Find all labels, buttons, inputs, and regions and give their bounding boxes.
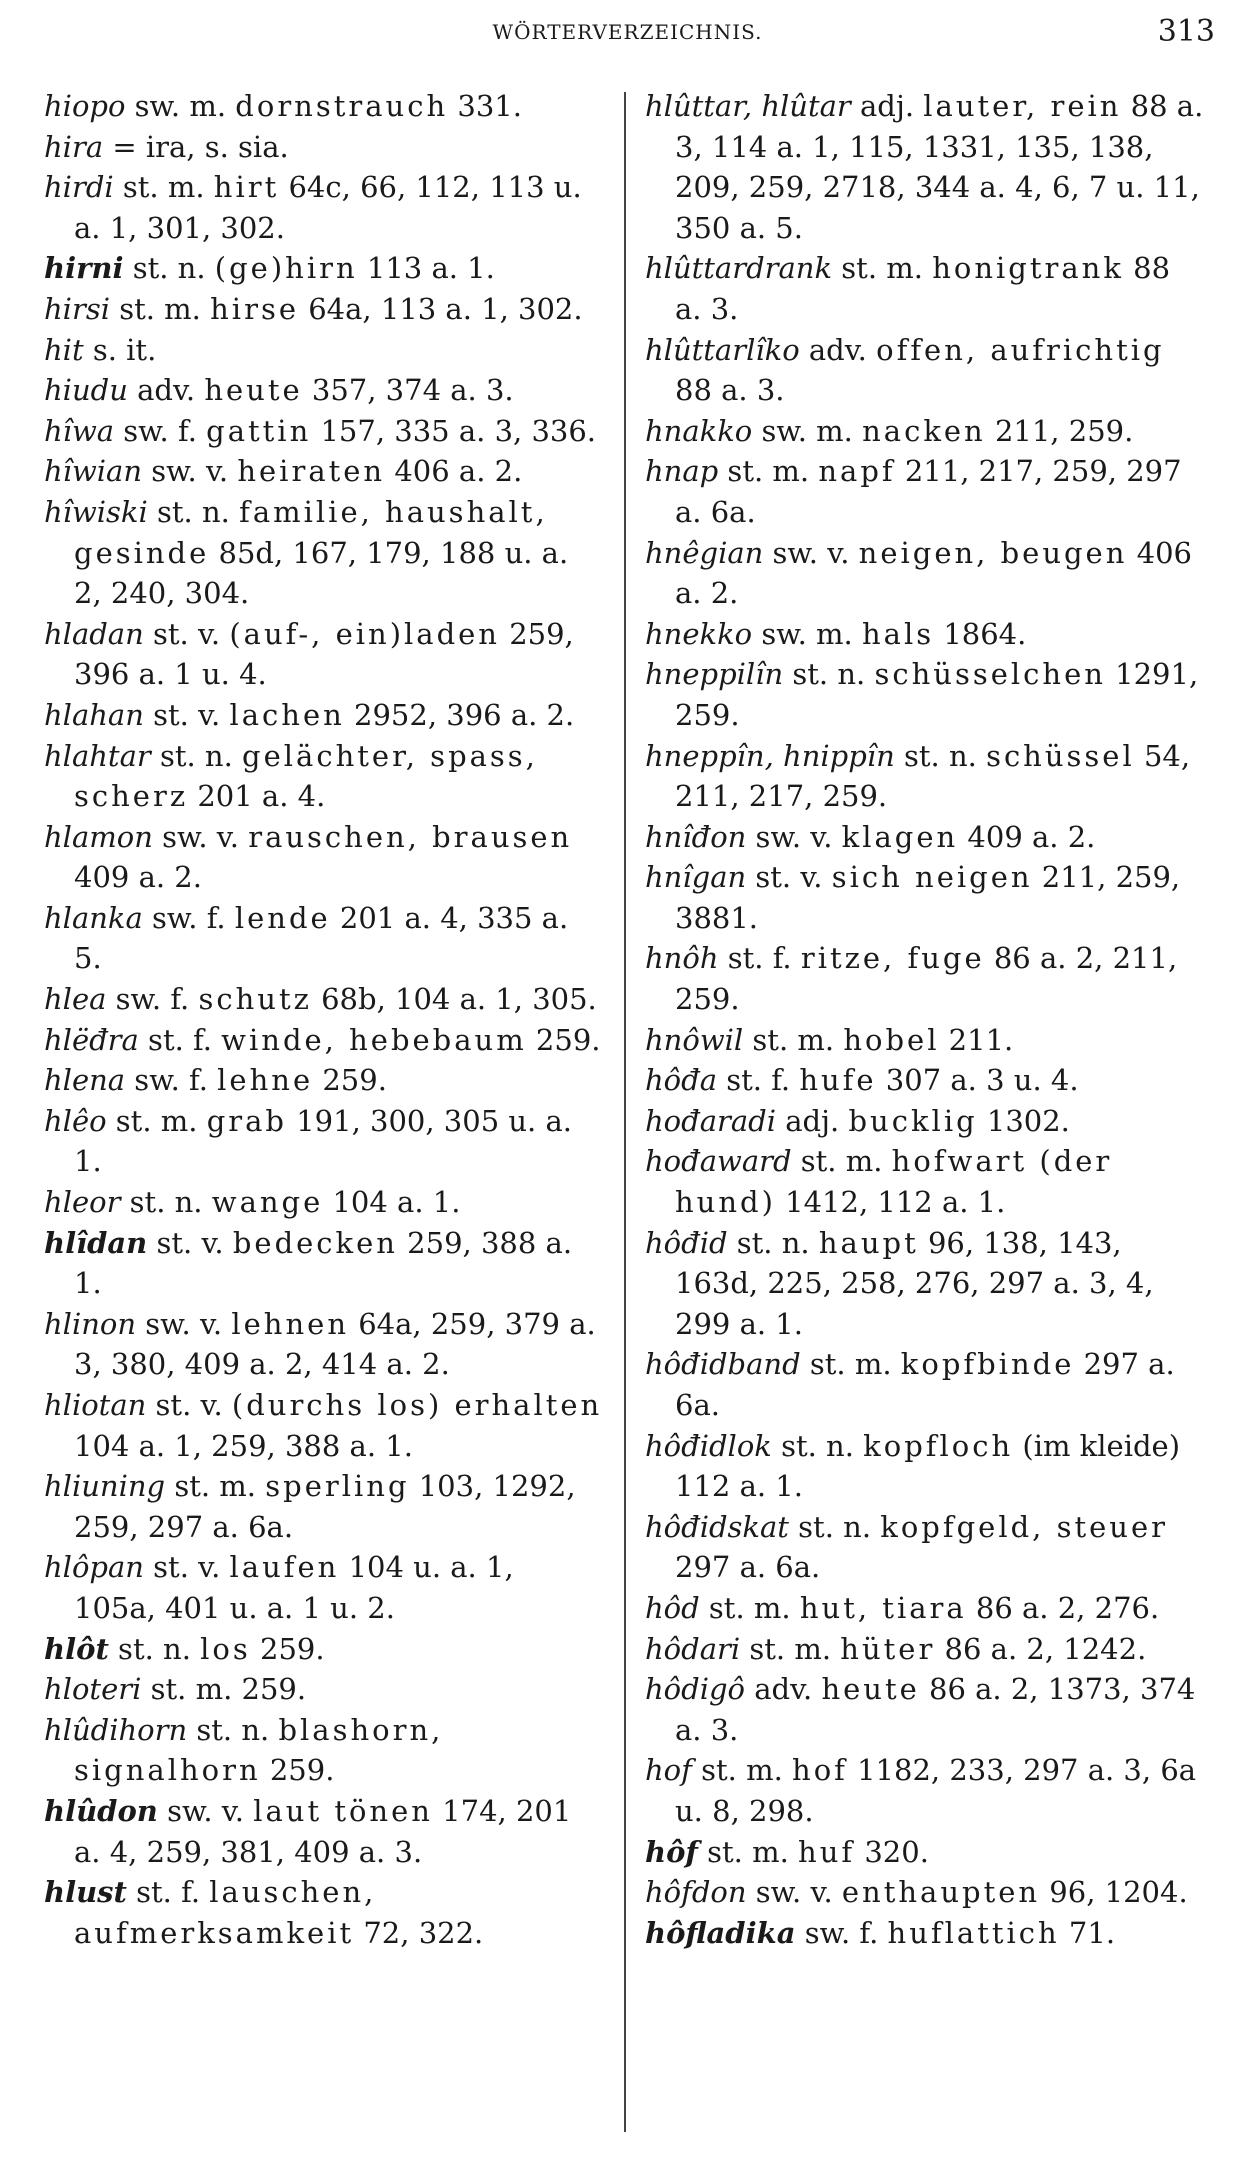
meaning: (durchs los) erhalten: [231, 1388, 603, 1422]
meaning: napf: [818, 454, 896, 489]
meaning: blashorn, signalhorn: [74, 1712, 444, 1788]
headword: hîwa: [44, 413, 115, 448]
grammar: s.: [83, 332, 127, 367]
references: 68b, 104 a. 1, 305.: [311, 982, 597, 1017]
meaning: rauschen, brausen: [248, 819, 573, 854]
references: 96, 138, 143, 163d, 225, 258, 276, 297 a. 3, 4, 299 a. 1.: [675, 1225, 1154, 1341]
dictionary-entry: [645, 411, 1205, 452]
references: 211, 217, 259, 297 a. 6a.: [675, 454, 1182, 529]
headword: hirsi: [44, 291, 110, 326]
meaning: enthaupten: [841, 1875, 1041, 1910]
references: 88 a. 3, 114 a. 1, 115, 1331, 135, 138, 209, 259, 2718, 344 a. 4, 6, 7 u. 11, 350 a. 5.: [675, 89, 1204, 245]
grammar: st. v.: [147, 1225, 233, 1260]
meaning: hof: [792, 1753, 848, 1788]
headword: hîwian: [44, 454, 143, 489]
dictionary-entry: [44, 736, 604, 817]
headword: hôđa: [645, 1063, 717, 1098]
references: 211.: [939, 1022, 1014, 1057]
references: 86 a. 2, 1242.: [935, 1631, 1147, 1666]
headword: hôdari: [645, 1631, 741, 1666]
meaning: heute: [204, 373, 303, 408]
grammar: st. n.: [147, 494, 240, 529]
grammar: st. f.: [717, 1063, 800, 1098]
meaning: offen, aufrichtig: [876, 332, 1165, 367]
dictionary-entry: [44, 1304, 604, 1385]
grammar: st. v.: [143, 697, 230, 732]
references: 104 u. a. 1, 105a, 401 u. a. 1 u. 2.: [74, 1550, 514, 1625]
references: 64c, 66, 112, 113 u. a. 1, 301, 302.: [74, 170, 582, 245]
grammar: st. v.: [146, 1388, 232, 1422]
meaning: sich neigen: [831, 860, 1033, 895]
grammar: st. n.: [150, 738, 243, 773]
dictionary-entry: [645, 1223, 1205, 1345]
references: ira, s. sia.: [145, 129, 289, 164]
grammar: sw. f.: [125, 1063, 218, 1098]
grammar: st. m.: [791, 1144, 892, 1179]
references: 104 a. 1, 259, 388 a. 1.: [74, 1428, 413, 1463]
grammar: st. m.: [141, 1672, 242, 1707]
meaning: los: [200, 1631, 251, 1666]
dictionary-entry: [645, 330, 1205, 411]
references: 174, 201 a. 4, 259, 381, 409 a. 3.: [74, 1793, 572, 1869]
dictionary-entry: [44, 492, 604, 614]
grammar: sw. f.: [795, 1915, 888, 1950]
references: 211, 259.: [985, 413, 1134, 448]
references: 259, 396 a. 1 u. 4.: [74, 616, 574, 692]
dictionary-entry: [44, 898, 604, 979]
grammar: st. m.: [113, 170, 214, 205]
dictionary-entry: [44, 1547, 604, 1628]
dictionary-entry: [645, 1588, 1205, 1629]
meaning: kopfgeld, steuer: [880, 1509, 1168, 1544]
headword: hôdigô: [645, 1672, 745, 1707]
grammar: st. m.: [740, 1631, 841, 1666]
references: 201 a. 4.: [188, 779, 326, 814]
grammar: sw. f.: [114, 413, 207, 448]
dictionary-entry: [645, 1832, 1205, 1873]
grammar: st. v.: [746, 860, 832, 895]
references: 1302.: [977, 1103, 1070, 1138]
dictionary-entry: [44, 86, 604, 127]
grammar: st. n.: [120, 1185, 212, 1220]
dictionary-entry: [44, 1466, 604, 1547]
meaning: lende: [234, 900, 331, 935]
references: 113 a. 1.: [357, 251, 495, 286]
page-header: [40, 14, 1215, 54]
dictionary-entry: [44, 1060, 604, 1101]
headword: hliotan: [44, 1388, 147, 1422]
headword: hođaward: [645, 1144, 792, 1179]
grammar: st. m.: [800, 1347, 901, 1382]
meaning: gattin: [206, 413, 312, 448]
meaning: kopfloch: [863, 1428, 1014, 1463]
grammar: adj.: [850, 89, 924, 123]
grammar: st. m.: [106, 1103, 207, 1138]
grammar: st. f.: [138, 1022, 222, 1057]
meaning: hirse: [210, 291, 299, 326]
references: 406 a. 2.: [385, 454, 523, 489]
headword: hlanka: [44, 900, 143, 935]
grammar: sw. v.: [763, 535, 859, 570]
headword: hôfladika: [645, 1915, 796, 1950]
meaning: sperling: [265, 1469, 410, 1504]
dictionary-entry: [44, 330, 604, 371]
dictionary-entry: [44, 1020, 604, 1061]
references: 331.: [448, 89, 522, 123]
grammar: =: [103, 129, 146, 164]
meaning: huf: [798, 1834, 856, 1869]
grammar: adj.: [775, 1103, 849, 1138]
references: 1412, 112 a. 1.: [775, 1185, 1006, 1220]
headword: hiudu: [44, 373, 128, 408]
references: 86 a. 2, 276.: [966, 1590, 1160, 1625]
references: 191, 300, 305 u. a. 1.: [74, 1103, 572, 1179]
headword: hlea: [44, 982, 107, 1017]
headword: hnêgian: [645, 535, 764, 570]
dictionary-entry: [44, 1223, 604, 1304]
references: 64a, 259, 379 a. 3, 380, 409 a. 2, 414 a. 2.: [74, 1306, 596, 1382]
dictionary-entry: [44, 167, 604, 248]
headword: hlëđra: [44, 1022, 139, 1057]
meaning: schüsselchen: [874, 657, 1106, 692]
headword: hlust: [44, 1875, 127, 1910]
references: 88 a. 3.: [675, 251, 1171, 326]
grammar: st. n.: [783, 657, 875, 692]
references: 104 a. 1.: [323, 1185, 461, 1220]
headword: hlinon: [44, 1306, 137, 1341]
grammar: st. n.: [187, 1712, 279, 1747]
meaning: (auf-, ein)laden: [229, 616, 500, 651]
dictionary-entry: [645, 817, 1205, 858]
dictionary-entry: [645, 1507, 1205, 1588]
headword: hnakko: [645, 413, 753, 448]
meaning: laufen: [229, 1550, 340, 1585]
meaning: honigtrank: [932, 251, 1124, 286]
meaning: bucklig: [848, 1103, 978, 1138]
grammar: st. m.: [832, 251, 933, 286]
references: 259.: [313, 1063, 387, 1098]
dictionary-entry: [44, 1182, 604, 1223]
references: 259.: [526, 1022, 601, 1057]
dictionary-entry: [44, 1101, 604, 1182]
headword: hlûttardrank: [645, 251, 833, 286]
references: 409 a. 2.: [74, 860, 202, 895]
grammar: sw. m.: [125, 89, 236, 123]
references: (im kleide) 112 a. 1.: [675, 1428, 1181, 1504]
headword: hof: [645, 1753, 692, 1788]
grammar: sw. v.: [746, 819, 842, 854]
grammar: sw. v.: [152, 819, 249, 854]
headword: hlîdan: [44, 1225, 148, 1260]
meaning: nacken: [862, 413, 986, 448]
meaning: hufe: [799, 1063, 877, 1098]
references: 96, 1204.: [1040, 1875, 1188, 1910]
grammar: st. v.: [143, 1550, 230, 1585]
references: 320.: [855, 1834, 929, 1869]
meaning: heiraten: [237, 454, 386, 489]
grammar: sw. m.: [752, 616, 862, 651]
dictionary-entry: [645, 938, 1205, 1019]
dictionary-entry: [645, 1629, 1205, 1670]
meaning: dornstrauch: [235, 89, 449, 123]
dictionary-entry: [44, 1872, 604, 1953]
dictionary-entry: [44, 1629, 604, 1670]
meaning: lehne: [217, 1063, 314, 1098]
grammar: st. m.: [165, 1469, 266, 1504]
dictionary-entry: [645, 451, 1205, 532]
grammar: st. m.: [743, 1022, 844, 1057]
dictionary-entry: [645, 1669, 1205, 1750]
dictionary-entry: [645, 654, 1205, 735]
headword: hirni: [44, 251, 124, 286]
headword: hlena: [44, 1063, 126, 1098]
references: 406 a. 2.: [675, 535, 1192, 611]
dictionary-entry: [44, 248, 604, 289]
references: 64a, 113 a. 1, 302.: [298, 291, 583, 326]
grammar: st. f.: [718, 941, 801, 976]
dictionary-entry: [44, 695, 604, 736]
headword: hleor: [44, 1185, 121, 1220]
references: 1182, 233, 297 a. 3, 6a u. 8, 298.: [675, 1753, 1197, 1828]
dictionary-entry: [44, 1710, 604, 1791]
references: 259.: [250, 1631, 325, 1666]
right-column: [645, 86, 1205, 1953]
grammar: sw. f.: [106, 982, 199, 1017]
dictionary-entry: [44, 979, 604, 1020]
headword: hôd: [645, 1590, 700, 1625]
headword: hliuning: [44, 1469, 166, 1504]
meaning: hals: [861, 616, 935, 651]
grammar: st. n.: [727, 1225, 819, 1260]
meaning: hofwart (der hund): [675, 1144, 1113, 1220]
dictionary-entry: [44, 1385, 604, 1466]
dictionary-entry: [44, 411, 604, 452]
references: 1291, 259.: [675, 657, 1199, 732]
dictionary-entry: [645, 614, 1205, 655]
headword: hôfdon: [645, 1875, 747, 1910]
references: 297 a. 6a.: [675, 1550, 821, 1585]
headword: hirdi: [44, 170, 114, 205]
dictionary-entry: [645, 1872, 1205, 1913]
headword: hlahan: [44, 697, 144, 732]
headword: hloteri: [44, 1672, 142, 1707]
headword: hlûdihorn: [44, 1712, 188, 1747]
dictionary-entry: [44, 370, 604, 411]
grammar: st. n.: [123, 251, 215, 286]
references: 201 a. 4, 335 a. 5.: [74, 900, 569, 976]
headword: hlôt: [44, 1631, 109, 1666]
headword: hôf: [645, 1834, 698, 1869]
headword: hira: [44, 129, 104, 164]
page-number: 313: [1157, 14, 1215, 49]
dictionary-entry: [645, 857, 1205, 938]
headword: hôđidskat: [645, 1509, 789, 1544]
grammar: st. n.: [894, 738, 987, 773]
meaning: lauter, rein: [923, 89, 1122, 123]
dictionary-entry: [44, 289, 604, 330]
grammar: st. m.: [699, 1590, 800, 1625]
meaning: schutz: [198, 982, 312, 1017]
meaning: bedecken: [232, 1225, 398, 1260]
meaning: heute: [821, 1672, 920, 1707]
grammar: st. n.: [771, 1428, 864, 1463]
meaning: hirt: [213, 170, 280, 205]
references: it.: [126, 332, 157, 367]
headword: hlôpan: [44, 1550, 144, 1585]
meaning: hobel: [843, 1022, 940, 1057]
grammar: st. n.: [108, 1631, 201, 1666]
grammar: st. m.: [691, 1753, 793, 1788]
headword: hnîgan: [645, 860, 747, 895]
references: 86 a. 2, 211, 259.: [675, 941, 1178, 1017]
meaning: wange: [211, 1185, 324, 1220]
grammar: sw. v.: [157, 1793, 254, 1828]
grammar: st. n.: [788, 1509, 881, 1544]
meaning: grab: [206, 1103, 287, 1138]
headword: hnôwil: [645, 1022, 744, 1057]
dictionary-entry: [645, 1344, 1205, 1425]
dictionary-entry: [44, 127, 604, 168]
meaning: familie, haushalt, gesinde: [74, 494, 548, 570]
references: 1864.: [934, 616, 1027, 651]
grammar: sw. v.: [136, 1306, 232, 1341]
meaning: lehnen: [231, 1306, 349, 1341]
dictionary-entry: [645, 1020, 1205, 1061]
dictionary-entry: [645, 736, 1205, 817]
headword: hlamon: [44, 819, 153, 854]
headword: hlûdon: [44, 1793, 158, 1828]
grammar: st. v.: [143, 616, 230, 651]
headword: hit: [44, 332, 84, 367]
meaning: haupt: [818, 1225, 919, 1260]
column-divider: [624, 92, 626, 2132]
references: 71.: [1059, 1915, 1116, 1950]
dictionary-entry: [645, 533, 1205, 614]
references: 54, 211, 217, 259.: [675, 738, 1191, 814]
meaning: laut tönen: [253, 1793, 433, 1828]
meaning: schüssel: [986, 738, 1135, 773]
dictionary-entry: [645, 86, 1205, 248]
meaning: (ge)hirn: [214, 251, 358, 286]
headword: hneppîn, hnippîn: [645, 738, 895, 773]
meaning: lachen: [229, 697, 345, 732]
references: 157, 335 a. 3, 336.: [311, 413, 597, 448]
headword: hôđid: [645, 1225, 728, 1260]
left-column: [44, 86, 604, 1953]
references: 86 a. 2, 1373, 374 a. 3.: [675, 1672, 1196, 1747]
headword: hlûttar, hlûtar: [645, 89, 851, 123]
grammar: adv.: [127, 373, 205, 408]
headword: hiopo: [44, 89, 126, 123]
dictionary-entry: [44, 614, 604, 695]
grammar: adv.: [745, 1672, 822, 1707]
grammar: st. m.: [109, 291, 211, 326]
headword: hôđidlok: [645, 1428, 772, 1463]
references: 103, 1292, 259, 297 a. 6a.: [74, 1469, 576, 1544]
meaning: klagen: [841, 819, 959, 854]
dictionary-entry: [645, 1750, 1205, 1831]
dictionary-entry: [44, 1791, 604, 1872]
headword: hladan: [44, 616, 144, 651]
grammar: st. m.: [697, 1834, 799, 1869]
dictionary-entry: [44, 451, 604, 492]
dictionary-entry: [645, 1426, 1205, 1507]
headword: hîwiski: [44, 494, 148, 529]
dictionary-entry: [645, 1060, 1205, 1101]
dictionary-entry: [44, 1669, 604, 1710]
references: 259, 388 a. 1.: [74, 1225, 573, 1301]
headword: hôđidband: [645, 1347, 801, 1382]
headword: hnîđon: [645, 819, 747, 854]
meaning: lauschen, aufmerksamkeit: [74, 1875, 377, 1950]
headword: hlûttarlîko: [645, 332, 800, 367]
references: 88 a. 3.: [675, 373, 785, 408]
meaning: hut, tiara: [799, 1590, 967, 1625]
dictionary-entry: [645, 248, 1205, 329]
meaning: hüter: [840, 1631, 936, 1666]
meaning: huflattich: [887, 1915, 1060, 1950]
grammar: st. m.: [718, 454, 819, 489]
references: 307 a. 3 u. 4.: [876, 1063, 1079, 1098]
meaning: neigen, beugen: [858, 535, 1128, 570]
headword: hlêo: [44, 1103, 107, 1138]
dictionary-entry: [645, 1141, 1205, 1222]
grammar: sw. v.: [746, 1875, 842, 1910]
references: 259.: [260, 1753, 335, 1788]
references: 409 a. 2.: [958, 819, 1096, 854]
meaning: kopfbinde: [900, 1347, 1075, 1382]
grammar: st. f.: [126, 1875, 210, 1910]
references: 85d, 167, 179, 188 u. a. 2, 240, 304.: [74, 535, 569, 611]
running-title: WÖRTERVERZEICHNIS.: [492, 20, 763, 44]
meaning: winde, hebebaum: [221, 1022, 527, 1057]
references: 211, 259, 3881.: [675, 860, 1181, 935]
headword: hlahtar: [44, 738, 151, 773]
headword: hneppilîn: [645, 657, 784, 692]
headword: hođaradi: [645, 1103, 776, 1138]
dictionary-entry: [645, 1101, 1205, 1142]
references: 297 a. 6a.: [675, 1347, 1175, 1422]
headword: hnôh: [645, 941, 719, 976]
meaning: ritze, fuge: [800, 941, 985, 976]
grammar: sw. m.: [752, 413, 863, 448]
references: 2952, 396 a. 2.: [344, 697, 575, 732]
dictionary-entry: [44, 817, 604, 898]
dictionary-entry: [645, 1913, 1205, 1954]
meaning: gelächter, spass, scherz: [74, 738, 538, 814]
references: 357, 374 a. 3.: [302, 373, 514, 408]
grammar: adv.: [799, 332, 877, 367]
headword: hnap: [645, 454, 719, 489]
headword: hnekko: [645, 616, 753, 651]
grammar: sw. v.: [142, 454, 238, 489]
grammar: sw. f.: [142, 900, 235, 935]
references: 259.: [241, 1672, 307, 1707]
references: 72, 322.: [354, 1915, 484, 1950]
